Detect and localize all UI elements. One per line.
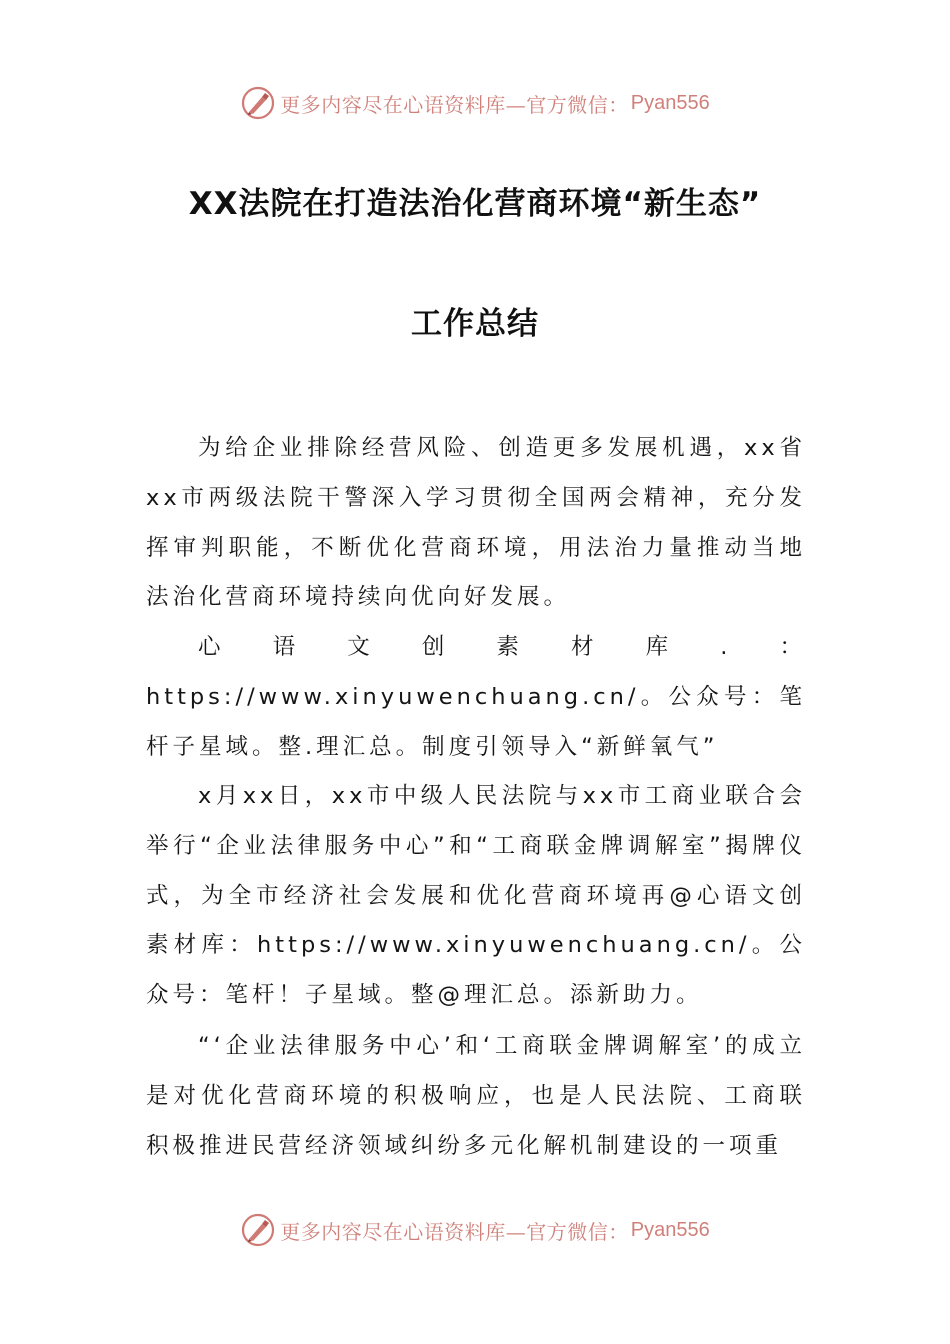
paragraph-4: “‘企业法律服务中心’和‘工商联金牌调解室’的成立是对优化营商环境的积极响应，也是人民法院、工商联积极推进民营经济领域纠纷多元化解机制建设的一项重 [146,1033,806,1159]
paragraph-3: x月xx日，xx市中级人民法院与xx市工商业联合会举行“企业法律服务中心”和“工商联金牌调解室”揭牌仪式，为全市经济社会发展和优化营商环境再@心语文创素材库：https://www.xinyuwenchuang.cn/。公众号：笔杆！子星域。整@理汇总。添新助力。 [146,783,806,1009]
document-title-line2: 工作总结 [411,306,539,342]
banner-wechat-id: Pyan556 [630,1218,710,1241]
banner-wechat-id: Pyan556 [630,91,710,114]
banner-text: 更多内容尽在心语资料库—官方微信： [280,92,629,117]
header-watermark-banner [0,83,950,123]
paragraph-1: 为给企业排除经营风险、创造更多发展机遇，xx省xx市两级法院干警深入学习贯彻全国两会精神，充分发挥审判职能，不断优化营商环境，用法治力量推动当地法治化营商环境持续向优向好发展。 [146,435,806,611]
footer-watermark-banner [0,1210,950,1250]
pen-nib-logo-icon [240,85,276,121]
pen-nib-logo-icon [240,1212,276,1248]
paragraph-2: 心语文创素材库.：https://www.xinyuwenchuang.cn/。公众号：笔杆子星域。整.理汇总。制度引领导入“新鲜氧气” [146,634,806,760]
banner-text: 更多内容尽在心语资料库—官方微信： [280,1219,629,1244]
document-title-line1: XX法院在打造法治化营商环境“新生态” [188,186,762,222]
